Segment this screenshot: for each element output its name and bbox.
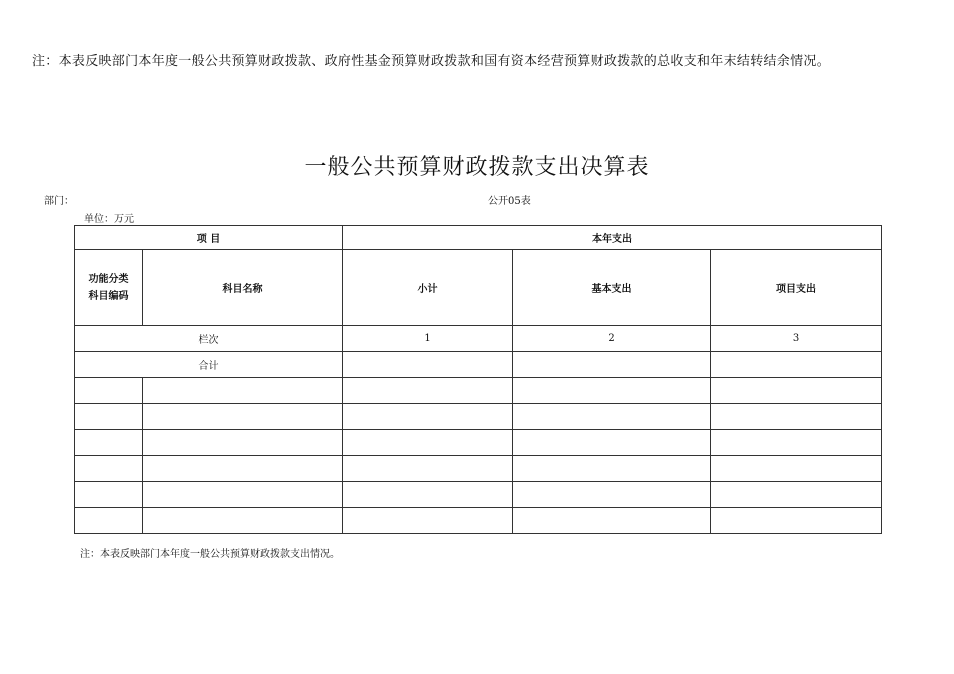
col-project-expense: 项目支出 (711, 250, 882, 326)
department-label: 部门： (44, 196, 74, 207)
table-row (75, 430, 882, 456)
row-total-label: 合计 (75, 352, 343, 378)
column-number: 3 (711, 326, 882, 352)
column-number: 2 (513, 326, 711, 352)
table-row (75, 508, 882, 534)
table-row (75, 456, 882, 482)
row-column-no-label: 栏次 (75, 326, 343, 352)
column-number: 1 (343, 326, 513, 352)
total-cell (343, 352, 513, 378)
col-subject-name: 科目名称 (143, 250, 343, 326)
col-function-code: 功能分类 科目编码 (75, 250, 143, 326)
bottom-note: 注：本表反映部门本年度一般公共预算财政拨款支出情况。 (80, 549, 340, 560)
unit-label: 单位：万元 (84, 214, 134, 225)
header-year-expense: 本年支出 (343, 226, 882, 250)
table-row (75, 482, 882, 508)
table-row (75, 404, 882, 430)
col-basic-expense: 基本支出 (513, 250, 711, 326)
col-subtotal: 小计 (343, 250, 513, 326)
total-cell (513, 352, 711, 378)
expense-table (74, 225, 882, 534)
total-cell (711, 352, 882, 378)
header-item: 项 目 (75, 226, 343, 250)
table-code: 公开05表 (488, 196, 531, 207)
table-row (75, 378, 882, 404)
top-note: 注：本表反映部门本年度一般公共预算财政拨款、政府性基金预算财政拨款和国有资本经营预算财政拨款的总收支和年末结转结余情况。 (32, 54, 831, 69)
page-title: 一般公共预算财政拨款支出决算表 (304, 155, 650, 180)
